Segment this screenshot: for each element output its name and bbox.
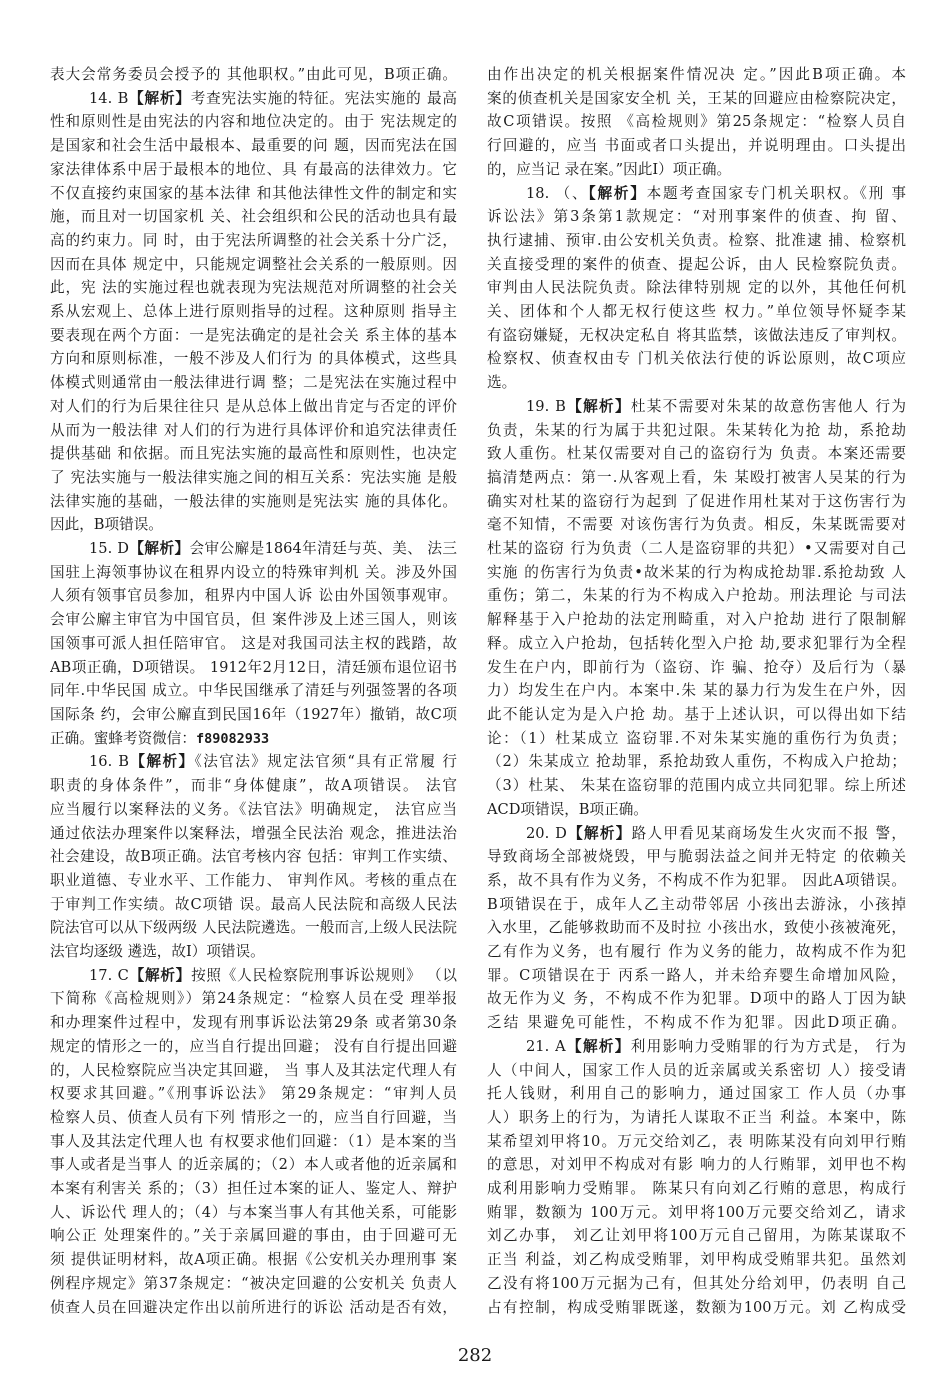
text-line: 故C项错误。按照 《高检规则》第25条规定：“检察人员自	[487, 113, 906, 131]
text-line: 诉讼法》第3条第1款规定：“对刑事案件的侦查、拘 留、	[487, 208, 906, 226]
text-line: 高的约束力。同 时，由于宪法所调整的社会关系十分广泛，	[50, 231, 457, 249]
text-line: 审判由人民法院负责。除法律特别规 定的以外，其他任何机	[487, 279, 906, 297]
text-line: 乙有作为义务，也有履行 作为义务的能力，故构成不作为犯	[487, 943, 906, 961]
text-line: 因而在具体 规定中，只能规定调整社会关系的一般原则。因	[50, 255, 457, 273]
text-line: 搞清楚两点：第一.从客观上看，朱 某殴打被害人吴某的行为	[487, 468, 906, 486]
analysis-label: 【解析】	[566, 824, 632, 842]
left-column	[50, 63, 457, 1319]
text-line: 释。成立入户抢劫，包括转化型入户抢 劫,要求犯罪行为全程	[487, 634, 906, 652]
text-line: 此，宪 法的实施过程也就表现为宪法规范对所调整的社会关	[50, 279, 457, 297]
question-number: 15. D	[89, 540, 129, 558]
analysis-label: 【解析】	[588, 184, 647, 202]
text-line: 力）均发生在户内。本案中.朱 某的暴力行为发生在户外，因	[487, 682, 906, 700]
text-line: 杜某的盗窃 行为负责（二人是盗窃罪的共犯）•又需要对自己	[487, 540, 906, 558]
text-line: 职责的身体条件”，而非“身体健康”，故A项错误。 法官	[50, 777, 457, 795]
text-line: 系，故不具有作为义务，不构成不作为犯罪。 因此A项错误。	[487, 871, 906, 889]
right-column	[487, 63, 906, 1319]
question-number: 18. （、	[526, 184, 589, 202]
paragraph-first-line	[50, 964, 457, 988]
text-line: 从而为一般法律 对人们的行为进行具体评价和追究法律责任	[50, 421, 457, 439]
text-line: 对人们的行为后果往往只 是从总体上做出肯定与否定的评价	[50, 397, 457, 415]
paragraph-last-line: ACD项错误，B项正确。	[487, 800, 648, 818]
paragraph-first-line	[50, 87, 457, 111]
text-line: 系从宏观上、总体上进行原则指导的过程。这种原则 指导主	[50, 303, 457, 321]
text-line: 施，而且对一切国家机 关、社会组织和公民的活动也具有最	[50, 208, 457, 226]
text-line: 权要求其回避。”《刑事诉讼法》 第29条规定：“审判人员	[50, 1085, 457, 1103]
analysis-label: 【解析】	[128, 89, 191, 107]
paragraph-first-line	[487, 182, 906, 206]
text-line: 提供基础 和依据。而且宪法实施的最高性和原则性，也决定	[50, 445, 457, 463]
text-line: 社会建设，故B项正确。法官考核内容 包括：审判工作实绩、	[50, 848, 457, 866]
text-line: 执行逮捕、预审.由公安机关负责。检察、批准逮 捕、检察机	[487, 231, 906, 249]
line-text: 利用影响力受贿罪的行为方式是， 行为	[630, 1037, 906, 1055]
text-line: 表大会常务委员会授予的 其他职权。”由此可见，B项正确。	[50, 66, 457, 83]
page-number: 282	[457, 1345, 493, 1366]
text-line: 应当履行以案释法的义务。《法官法》明确规定， 法官应当	[50, 800, 457, 818]
paragraph-last-line: 的，应当记 录在案。”因此I）项正确。	[487, 160, 732, 178]
text-line: 须 提供证明材料，故A项正确。根据《公安机关办理刑事 案	[50, 1251, 457, 1269]
line-text: 考查宪法实施的特征。宪法实施的 最高	[190, 89, 457, 107]
text-line: 检察权、侦查权由专 门机关依法行使的诉讼原则，故C项应	[487, 350, 906, 368]
paragraph-first-line	[50, 537, 457, 561]
paragraph-last-line	[50, 727, 457, 751]
text-line: 的，人民检察院应当决定其回避， 当 事人及其法定代理人有	[50, 1061, 457, 1079]
analysis-label: 【解析】	[129, 753, 195, 771]
text-line: 发生在户内，即前行为（盗窃、诈 骗、抢夺）及后行为（暴	[487, 658, 906, 676]
text-line: 会审公廨主审官为中国官员，但 案件涉及上述三国人，则该	[50, 611, 457, 629]
question-number: 14. B	[89, 89, 129, 107]
analysis-label: 【解析】	[128, 966, 192, 984]
text-line: 规定的情形之一的，应当自行提出回避； 没有自行提出回避	[50, 1037, 457, 1055]
text-line: 人须有领事官员参加，租界内中国人诉 讼由外国领事观审。	[50, 587, 457, 605]
text-line: 方向和原则标准，一般不涉及人们行为 的具体模式，这些具	[50, 350, 457, 368]
text-line: 是国家和社会生活中最根本、最重要的问 题，因而宪法在国	[50, 137, 457, 155]
text-line: 有盗窃嫌疑，无权决定私自 将其监禁，该做法违反了审判权。	[487, 326, 906, 344]
text-line: 职业道德、专业水平、工作能力、 审判作风。考核的重点在	[50, 871, 457, 889]
text-line: （2）朱某成立 抢劫罪，系抢劫致人重伤，不构成入户抢劫；	[487, 753, 906, 771]
text-line: 通过依法办理案件以案释法，增强全民法治 观念，推进法治	[50, 824, 457, 842]
question-number: 17. C	[89, 966, 129, 984]
text-line: 同年.中华民国 成立。中华民国继承了清廷与列强签署的各项	[50, 682, 457, 700]
text-line: 于审判工作实绩。故C项错 误。最高人民法院和高级人民法	[50, 895, 457, 913]
line-text: 杜某不需要对朱某的故意伤害他人 行为	[630, 397, 906, 415]
line-text: 本题考查国家专门机关职权。《刑 事	[646, 184, 906, 202]
text-line: 解释基于入户抢劫的法定刑畸重，对入户抢劫 进行了限制解	[487, 611, 906, 629]
paragraph-last-line: 选。	[487, 374, 517, 392]
text-line: 侦查人员在回避决定作出以前所进行的诉讼 活动是否有效，	[50, 1298, 457, 1316]
text-line: 由作出决定的机关根据案件情况决 定。”因此B项正确。本	[487, 66, 906, 83]
text-line: 乏结 果避免可能性，不构成不作为犯罪。因此D项正确。	[487, 1014, 906, 1032]
text-line: 致人重伤。杜某仅需要对自己的盗窃行为 负责。本案还需要	[487, 445, 906, 463]
text-line: 案的侦查机关是国家安全机 关，王某的回避应由检察院决定，	[487, 89, 906, 107]
question-number: 21. A	[526, 1037, 566, 1055]
wechat-id: f89082933	[195, 730, 270, 747]
text-line: 关、团体和个人都无权行使这些 权力。”单位领导怀疑李某	[487, 303, 906, 321]
text-line: 下简称《高检规则》）第24条规定：“检察人员在受 理举报	[50, 990, 457, 1008]
text-line: 检察人员、侦查人员有下列 情形之一的，应当自行回避，当	[50, 1108, 457, 1126]
text-line: 不仅直接约束国家的基本法律 和其他法律性文件的制定和实	[50, 184, 457, 202]
text-line: 事人及其法定代理人也 有权要求他们回避：（1）是本案的当	[50, 1132, 457, 1150]
text-line: 导致商场全部被烧毁，甲与脆弱法益之间并无特定 的依赖关	[487, 848, 906, 866]
text-line: 国驻上海领事协议在租界内设立的特殊审判机 关。涉及外国	[50, 563, 457, 581]
text-line: 负责，朱某的行为属于共犯过限。朱某转化为抢 劫，系抢劫	[487, 421, 906, 439]
analysis-label: 【解析】	[565, 397, 631, 415]
text-line: 重伤；第二，朱某的行为不构成入户抢劫。刑法理论 与司法	[487, 587, 906, 605]
text-line: 贿罪，数额为 100万元。刘甲将100万元要交给刘乙，请求	[487, 1203, 906, 1221]
text-line: 罪。C项错误在于 丙系一路人，并未给弃婴生命增加风险，	[487, 966, 906, 984]
text-line: 托人钱财，利用自己的影响力，通过国家工 作人员（办事	[487, 1085, 906, 1103]
line-text: 正确。蜜蜂考资微信：	[50, 729, 196, 747]
analysis-label: 【解析】	[565, 1037, 631, 1055]
line-text: 《法官法》规定法官须“具有正常履 行	[194, 753, 457, 771]
text-line: 占有控制，构成受贿罪既遂，数额为100万元。刘 乙构成受	[487, 1298, 906, 1316]
text-line: 入水里，乙能够救助而不及时拉 小孩出水，致使小孩被淹死，	[487, 919, 906, 937]
text-line: 和办理案件过程中，发现有刑事诉讼法第29条 或者第30条	[50, 1014, 457, 1032]
text-line: B项错误在于，成年人乙主动带邻居 小孩出去游泳，小孩掉	[487, 895, 906, 913]
line-text: 按照《人民检察院刑事诉讼规则》 （以	[191, 966, 457, 984]
line-text: 路人甲看见某商场发生火灾而不报 警，	[631, 824, 906, 842]
text-line: 响公正 处理案件的。”关于亲属回避的事由，由于回避可无	[50, 1227, 457, 1245]
text-line: 关直接受理的案件的侦查、提起公诉，由人 民检察院负责。	[487, 255, 906, 273]
text-line: 此不能认定为是入户抢 劫。基于上述认识，可以得出如下结	[487, 705, 906, 723]
paragraph-last-line: 因此，B项错误。	[50, 516, 163, 534]
text-line: 院法官可以从下级两级 人民法院遴选。一般而言,上级人民法院	[50, 919, 457, 937]
paragraph-first-line	[487, 1035, 906, 1059]
text-line: 性和原则性是由宪法的内容和地位决定的。由于 宪法规定的	[50, 113, 457, 131]
text-line: 的意思，对刘甲不构成对有影 响力的人行贿罪，刘甲也不构	[487, 1156, 906, 1174]
question-number: 16. B	[89, 753, 129, 771]
paragraph-first-line	[487, 822, 906, 846]
text-line: 故无作为义 务，不构成不作为犯罪。D项中的路人丁因为缺	[487, 990, 906, 1008]
text-line: 某希望刘甲将10。万元交给刘乙，表 明陈某没有向刘甲行贿	[487, 1132, 906, 1150]
paragraph-first-line	[487, 395, 906, 419]
text-line: 国领事可派人担任陪审官。 这是对我国司法主权的践踏，故	[50, 634, 457, 652]
text-line: 成利用影响力受贿罪。 陈某只有向刘乙行贿的意思，构成行	[487, 1180, 906, 1198]
text-line: 国际条 约，会审公廨直到民国16年（1927年）撤销，故C项	[50, 705, 457, 723]
text-line: AB项正确，D项错误。 1912年2月12日，清廷颁布退位诏书	[50, 658, 457, 676]
question-number: 19. B	[526, 397, 566, 415]
text-line: 毫不知情，不需要 对该伤害行为负责。相反，朱某既需要对	[487, 516, 906, 534]
text-line: 事人或者是当事人 的近亲属的；（2）本人或者他的近亲属和	[50, 1156, 457, 1174]
text-line: （3）杜某、 朱某在盗窃罪的范围内成立共同犯罪。综上所述	[487, 777, 906, 795]
paragraph-last-line: 法官均逐级 遴选，故I）项错误。	[50, 943, 265, 961]
text-line: 例程序规定》第37条规定：“被决定回避的公安机关 负责人	[50, 1274, 457, 1292]
question-number: 20. D	[526, 824, 567, 842]
text-line: 行回避的，应当 书面或者口头提出，并说明理由。口头提出	[487, 137, 906, 155]
text-line: 体模式则通常由一般法律进行调 整；二是宪法在实施过程中	[50, 374, 457, 392]
text-line: 论：（1）杜某成立 盗窃罪.不对朱某实施的重伤行为负责；	[487, 729, 906, 747]
text-line: 人）职务上的行为，为请托人谋取不正当 利益。本案中，陈	[487, 1108, 906, 1126]
text-line: 本案有利害关 系的；（3）担任过本案的证人、鉴定人、辩护	[50, 1180, 457, 1198]
text-line: 乙没有将100万元据为己有，但其处分给刘甲，仍表明 自己	[487, 1274, 906, 1292]
text-line: 要表现在两个方面：一是宪法确定的是社会关 系主体的基本	[50, 326, 457, 344]
text-line: 人（中间人，国家工作人员的近亲属或关系密切 人）接受请	[487, 1061, 906, 1079]
text-line: 刘乙办事， 刘乙让刘甲将100万元自己留用，为陈某谋取不	[487, 1227, 906, 1245]
line-text: 会审公廨是1864年清廷与英、美、 法三	[189, 540, 457, 558]
analysis-label: 【解析】	[128, 540, 190, 558]
text-line: 人、诉讼代 理人的；（4）与本案当事人有其他关系，可能影	[50, 1203, 457, 1221]
paragraph-first-line	[50, 750, 457, 774]
text-line: 实施 的伤害行为负责•故米某的行为构成抢劫罪.系抢劫致 人	[487, 563, 906, 581]
text-line: 法律实施的基础，一般法律的实施则是宪法实 施的具体化。	[50, 492, 457, 510]
text-line: 正当 利益，刘乙构成受贿罪，刘甲构成受贿罪共犯。虽然刘	[487, 1251, 906, 1269]
text-line: 家法律体系中居于最根本的地位、具 有最高的法律效力。它	[50, 160, 457, 178]
text-line: 了 宪法实施与一般法律实施之间的相互关系：宪法实施 是般	[50, 468, 457, 486]
text-line: 确实对杜某的盗窃行为起到 了促进作用杜某对于这伤害行为	[487, 492, 906, 510]
